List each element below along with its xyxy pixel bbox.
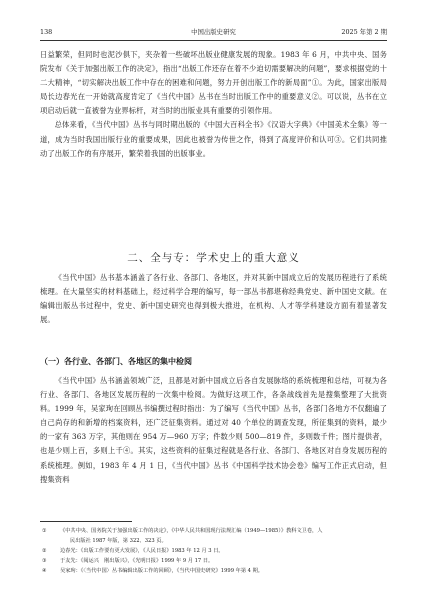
footnote-text: 于友先：《阅运兴 刚出版兴》，《光明日报》1999 年 9 月 17 日。 — [60, 558, 214, 564]
footnote-text: 吴家珣：《〈当代中国〉丛书编辑出版工作的回顾》，《当代中国史研究》1999 年第 4 期。 — [60, 568, 263, 574]
footnotes — [40, 526, 387, 576]
body-text-subsection — [40, 374, 387, 487]
footnote-rule — [40, 521, 132, 522]
body-text-section — [40, 271, 387, 327]
paragraph-continuation: 日益繁荣，但同时也泥沙俱下，夹杂着一些破坏出版业健康发展的现象。1983 年 6 月，中共中央、国务院发布《关于加强出版工作的决定》，指出“出版工作还存在着不少迫切需要解决的问题”，要求根据党的十二大精神，“切实解决出版工作中存在的困难和问题，努力开创出版工作的新局面”①。为此，国家出版局局长边春光在一开始就高度肯定了《当代中国》丛书在当时出版工作中的重要意义②。可以说，丛书在立项启动后就一直被誉为业界标杆，对当时的出版业具有重要的引领作用。 — [40, 50, 387, 116]
paragraph-summary: 总体来看，《当代中国》丛书与同时期出版的《中国大百科全书》《汉语大字典》《中国美术全集》等一道，成为当时我国出版行业的重要成果，因此也被誉为传世之作，得到了高度评价和认可③。它们共同推动了出版工作的有序展开，繁荣着我国的出版事业。 — [40, 120, 387, 158]
footnote-mark: ② — [42, 548, 47, 554]
footnote-text: 边春光：《出版工作要有更大发展》，《人民日报》1983 年 12 月 3 日。 — [60, 548, 224, 554]
footnote-mark: ④ — [42, 568, 47, 574]
issue-number: 2025 年第 2 期 — [341, 28, 387, 36]
section-title: 二、全与专：学术史上的重大意义 — [127, 252, 300, 264]
footnote-text: 《中共中央、国务院关于加强出版工作的决定》，《中华人民共和国现行法规汇编（1949—1985）》教科文卫卷，人 — [60, 528, 323, 534]
page-number: 138 — [40, 28, 53, 36]
header-rule — [40, 40, 387, 41]
footnote-mark: ① — [42, 528, 47, 534]
footnote — [40, 566, 387, 576]
subsection-title: （一）各行业、各部门、各地区的集中检阅 — [40, 357, 192, 366]
journal-title: 中国出版史研究 — [191, 28, 236, 36]
footnote — [40, 556, 387, 566]
paragraph-section-intro: 《当代中国》丛书基本涵盖了各行业、各部门、各地区，并对其新中国成立后的发展历程进行了系统梳理。在大量坚实的材料基础上，经过科学合理的编写，每一部丛书都堪称经典党史、新中国史文献。在编辑出版丛书过程中，党史、新中国史研究也得到极大推进，在机构、人才等学科建设方面有着显著发展。 — [40, 273, 387, 325]
footnote-text-cont: 民出版社 1987 年版，第 322、323 页。 — [70, 538, 167, 544]
body-text-top — [40, 48, 387, 161]
footnote — [40, 546, 387, 556]
running-header — [40, 26, 387, 38]
footnote — [40, 526, 387, 546]
paragraph-subsection: 《当代中国》丛书涵盖领域广泛，且都是对新中国成立后各自发展脉络的系统梳理和总结，可视为各行业、各部门、各地区发展历程的一次集中检阅。为做好这项工作，各条战线首先是搜集整理了大批资料。1999 年，吴家珣在回顾丛书编撰过程时指出：为了编写《当代中国》丛书，各部门各地方不仅翻遍了自己尚存的和新增的档案资料，还广泛征集资料。通过对 40 个单位的调查发现，所征集到的资料，最少的一家有 363 万字，其他则在 954 万—960 万字；件数少则 500—819 件，多则数千件；图片提供者，也是少则上百，多则上千④。其实，这些资料的征集过程就是各行业、各部门、各地区对自身发展历程的系统梳理。例如，1983 年 4 月 1 日，《当代中国》丛书《中国科学技术协会卷》编写工作正式启动，但搜集资料 — [40, 376, 387, 484]
footnote-mark: ③ — [42, 558, 47, 564]
